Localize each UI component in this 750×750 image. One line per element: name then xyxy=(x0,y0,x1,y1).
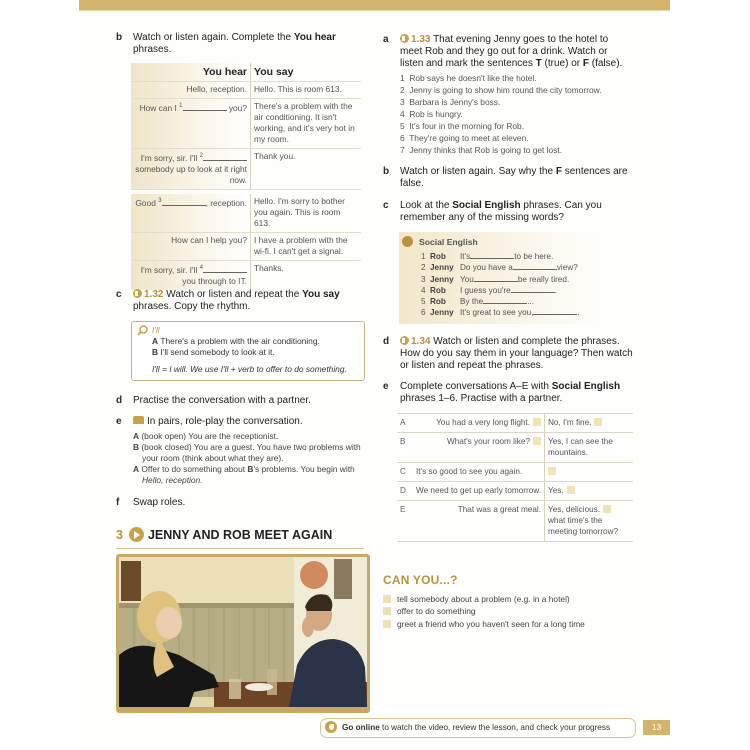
phrase-start: I guess you're xyxy=(460,285,511,295)
can-you-section xyxy=(383,573,633,630)
speaker: A xyxy=(133,464,140,474)
prompt-cell xyxy=(413,463,545,482)
false-label: F xyxy=(582,58,589,69)
social-row xyxy=(421,274,611,285)
row-number: 6 xyxy=(421,308,426,318)
social-row xyxy=(421,285,611,296)
task-left-f xyxy=(116,497,371,509)
item-text: Rob says he doesn't like the hotel. xyxy=(409,73,537,83)
prompt-cell xyxy=(413,414,545,433)
social-row xyxy=(421,262,611,273)
you-hear-cell xyxy=(131,260,251,289)
item-number: 1 xyxy=(400,73,405,83)
task-letter: e xyxy=(383,381,389,392)
track-number: 1.33 xyxy=(411,34,431,45)
roleplay-steps xyxy=(116,431,371,486)
text: you? xyxy=(226,102,247,113)
task-text: phrases. xyxy=(133,44,172,55)
answer-box[interactable] xyxy=(533,418,541,426)
social-row xyxy=(421,307,611,318)
item-number: 6 xyxy=(400,133,405,143)
can-you-list xyxy=(383,593,633,630)
item-number: 7 xyxy=(400,145,405,155)
conversation-row xyxy=(397,433,633,463)
pair-work-icon xyxy=(133,416,144,424)
track-number: 1.32 xyxy=(144,289,164,300)
speaker: Jenny xyxy=(430,308,454,318)
item-text: offer to do something xyxy=(397,606,476,617)
task-left-c xyxy=(116,289,371,313)
task-text: phrases. Can you remember any of the missing words? xyxy=(400,200,602,223)
response-cell xyxy=(545,501,634,542)
social-english-list xyxy=(421,251,611,319)
roleplay-step xyxy=(133,442,371,464)
task-left-d xyxy=(116,395,371,407)
section-number: 3 xyxy=(116,528,123,542)
task-text: Complete conversations A–E with xyxy=(400,381,552,392)
table-row xyxy=(131,194,361,233)
grammar-note: I'll = I will. We use I'll + verb to offer to do something. xyxy=(152,364,347,374)
you-say-cell: Hello. I'm sorry to bother you again. This is room 613. xyxy=(251,194,362,233)
fill-blank[interactable] xyxy=(511,285,555,293)
table-row xyxy=(131,149,361,190)
text: somebody up to look at it right now. xyxy=(135,163,247,185)
text: I'll send somebody to look at it. xyxy=(160,347,275,357)
prompt-text: It's so good to see you again. xyxy=(416,467,523,476)
row-number: 2 xyxy=(421,263,426,273)
prompt-cell xyxy=(413,433,545,463)
text-italic: Hello, reception. xyxy=(142,475,203,485)
task-text: sentences are false. xyxy=(400,166,628,189)
conversation-letter: E xyxy=(397,501,413,542)
gap-number: 2 xyxy=(199,153,203,159)
phrase-end: . xyxy=(554,285,557,295)
video-still-photo[interactable] xyxy=(116,554,370,713)
task-right-e xyxy=(383,381,633,405)
footer-text: to watch the video, review the lesson, and check your progress xyxy=(379,723,611,732)
can-you-item xyxy=(383,618,633,630)
task-right-b xyxy=(383,166,633,190)
you-say-cell: Thanks. xyxy=(254,262,284,273)
speaker: A xyxy=(133,431,140,441)
task-left-b xyxy=(116,32,371,56)
social-english-box xyxy=(399,232,614,324)
can-you-title: CAN YOU...? xyxy=(383,573,458,587)
text: I'm sorry, sir. I'll xyxy=(140,264,200,275)
play-video-icon[interactable] xyxy=(129,527,144,542)
response-text: Yes, delicious. xyxy=(548,505,601,514)
speaker: A xyxy=(152,336,159,346)
phrase-start: Do you have a xyxy=(460,263,513,273)
speaker: Rob xyxy=(430,252,446,261)
grammar-box xyxy=(131,321,365,381)
can-you-item xyxy=(383,605,633,617)
table-row xyxy=(131,99,361,149)
phrase-end: ... xyxy=(527,297,535,307)
text: Good xyxy=(135,197,159,208)
task-letter: b xyxy=(383,166,390,177)
item-text: Rob is hungry. xyxy=(409,109,463,119)
conversation-row xyxy=(397,482,633,501)
roleplay-step xyxy=(133,464,371,486)
magnifier-icon xyxy=(137,325,148,339)
gap-number: 3 xyxy=(158,197,162,204)
fill-blank[interactable] xyxy=(203,265,247,273)
speech-bubble-icon xyxy=(402,236,413,247)
true-label: T xyxy=(535,58,542,69)
cafe-scene-image xyxy=(119,557,367,707)
can-you-item xyxy=(383,593,633,605)
you-hear-cell xyxy=(131,99,251,149)
speaker: Rob xyxy=(430,285,446,295)
task-letter: e xyxy=(116,416,122,427)
you-say-cell: There's a problem with the air conditioning. It isn't working, and it's very hot in my room. xyxy=(251,99,362,149)
item-text: tell somebody about a problem (e.g. in a hotel) xyxy=(397,594,570,604)
checkbox[interactable] xyxy=(383,620,391,628)
list-item xyxy=(400,108,633,120)
task-text: Swap roles. xyxy=(133,497,186,508)
response-text: Yes. xyxy=(548,486,564,495)
social-row xyxy=(421,251,611,262)
audio-icon[interactable] xyxy=(400,336,409,345)
row-number: 3 xyxy=(421,274,426,284)
row-number: 5 xyxy=(421,297,426,307)
go-online-link[interactable]: Go online xyxy=(342,723,380,732)
item-text: Barbara is Jenny's boss. xyxy=(409,97,501,107)
item-text: greet a friend who you haven't seen for a long time xyxy=(397,618,585,629)
task-right-c xyxy=(383,200,633,224)
fill-blank[interactable] xyxy=(483,296,527,304)
item-number: 5 xyxy=(400,121,405,131)
phrase-start: By the xyxy=(460,297,484,307)
list-item xyxy=(400,132,633,144)
prompt-text: What's your room like? xyxy=(446,437,530,446)
checkbox[interactable] xyxy=(383,595,391,603)
prompt-cell xyxy=(413,501,545,542)
phrase-end: be really tired. xyxy=(517,274,570,284)
checkbox[interactable] xyxy=(383,607,391,615)
answer-box[interactable] xyxy=(567,486,575,494)
fill-blank[interactable] xyxy=(162,198,206,206)
answer-box[interactable] xyxy=(548,467,556,475)
task-text: (true) or xyxy=(541,58,583,69)
you-hear-cell: How can I help you? xyxy=(131,232,251,260)
track-number: 1.34 xyxy=(411,336,431,347)
speaker: Jenny xyxy=(430,263,454,273)
roleplay-step xyxy=(133,431,371,442)
task-letter: c xyxy=(116,289,122,300)
you-hear-cell xyxy=(131,194,251,233)
you-hear-you-say-table xyxy=(131,63,361,290)
task-letter: f xyxy=(116,497,120,508)
task-letter: d xyxy=(116,395,123,406)
item-text: Jenny thinks that Rob is going to get lost. xyxy=(409,145,563,155)
task-letter: c xyxy=(383,200,389,211)
task-text: Practise the conversation with a partner. xyxy=(133,395,311,406)
fill-blank[interactable] xyxy=(203,153,247,161)
fill-blank[interactable] xyxy=(533,307,577,315)
answer-box[interactable] xyxy=(533,437,541,445)
grammar-title: I'll xyxy=(152,325,160,335)
you-hear-cell: Hello, reception. xyxy=(131,82,251,99)
fill-blank[interactable] xyxy=(470,251,514,259)
phrase-end: . xyxy=(577,308,580,318)
response-cell xyxy=(545,414,634,433)
phrase-end: view? xyxy=(556,263,578,273)
list-item xyxy=(400,72,633,84)
you-say-cell: I have a problem with the wi-fi. I can't get a signal. xyxy=(251,232,362,260)
speaker: B xyxy=(152,347,159,357)
header-you-hear: You hear xyxy=(131,63,251,82)
speaker: B xyxy=(133,442,140,452)
task-text: That evening Jenny goes to the hotel to meet Rob and they go out for a drink. Watch or listen and mark the sentences xyxy=(400,34,609,69)
task-right-a xyxy=(383,34,633,156)
task-text: phrases. Copy the rhythm. xyxy=(133,301,251,312)
response-text: Yes, I can see the mountains. xyxy=(548,437,613,457)
audio-icon[interactable] xyxy=(400,34,409,43)
list-item xyxy=(400,84,633,96)
section-title: JENNY AND ROB MEET AGAIN xyxy=(147,528,333,542)
task-left-e xyxy=(116,416,371,486)
task-text: Watch or listen and repeat the xyxy=(163,289,303,300)
task-letter: a xyxy=(383,34,389,45)
list-item xyxy=(400,96,633,108)
item-number: 3 xyxy=(400,97,405,107)
response-cell xyxy=(545,482,634,501)
prompt-cell xyxy=(413,482,545,501)
conversation-row xyxy=(397,414,633,433)
prompt-text: We need to get up early tomorrow. xyxy=(416,486,542,495)
response-text: No, I'm fine. xyxy=(548,418,592,427)
table-header-row xyxy=(131,63,361,82)
item-number: 2 xyxy=(400,85,405,95)
prompt-text: You had a very long flight. xyxy=(436,418,530,427)
task-text: Watch or listen again. Complete the xyxy=(133,32,294,43)
audio-icon[interactable] xyxy=(133,289,142,298)
task-text-bold: You hear xyxy=(293,32,336,43)
item-text: Jenny is going to show him round the city tomorrow. xyxy=(409,85,602,95)
conversation-letter: C xyxy=(397,463,413,482)
task-text-bold: Social English xyxy=(551,381,621,392)
grammar-line xyxy=(152,347,275,358)
item-text: It's four in the morning for Rob. xyxy=(409,121,525,131)
top-accent-bar xyxy=(79,0,670,11)
phrase-start: You xyxy=(460,274,474,284)
phrase-end: to be here. xyxy=(514,252,554,261)
task-text: In pairs, role-play the conversation. xyxy=(147,416,303,427)
conversation-row xyxy=(397,501,633,542)
task-text-bold: Social English xyxy=(452,200,521,211)
fill-blank[interactable] xyxy=(183,103,227,111)
true-false-list xyxy=(400,72,633,156)
grammar-line xyxy=(152,336,320,347)
item-text: They're going to meet at eleven. xyxy=(409,133,529,143)
response-cell xyxy=(545,463,634,482)
divider xyxy=(116,548,364,549)
online-icon xyxy=(325,721,337,733)
row-number: 4 xyxy=(421,285,426,295)
task-text-bold: F xyxy=(555,166,562,177)
item-number: 4 xyxy=(400,109,405,119)
table-row xyxy=(131,260,361,289)
text: Offer to do something about xyxy=(141,464,248,474)
task-text: Look at the xyxy=(400,200,453,211)
phrase-start: It's xyxy=(460,252,471,261)
table-row xyxy=(131,232,361,260)
response-cell xyxy=(545,433,634,463)
task-text: Watch or listen again. Say why the xyxy=(400,166,556,177)
social-row xyxy=(421,296,611,307)
conversations-table xyxy=(397,413,633,542)
task-text: phrases 1–6. Practise with a partner. xyxy=(400,393,563,404)
conversation-letter: A xyxy=(397,414,413,433)
section-heading xyxy=(116,527,332,542)
you-say-cell: Hello. This is room 613. xyxy=(251,82,362,99)
text: There's a problem with the air conditioning. xyxy=(160,336,320,346)
gap-number: 1 xyxy=(179,103,183,109)
answer-box[interactable] xyxy=(603,505,611,513)
task-text: (false). xyxy=(588,58,623,69)
speaker: Rob xyxy=(430,297,446,307)
text: , reception. xyxy=(205,197,247,208)
task-right-d xyxy=(383,336,633,372)
social-english-title: Social English xyxy=(419,237,478,247)
prompt-text: That was a great meal. xyxy=(457,505,541,514)
list-item xyxy=(400,120,633,132)
fill-blank[interactable] xyxy=(513,262,557,270)
task-letter: b xyxy=(116,32,123,43)
table-row xyxy=(131,82,361,99)
conversation-row xyxy=(397,463,633,482)
text: How can I xyxy=(139,102,180,113)
speaker: Jenny xyxy=(430,274,454,284)
task-letter: d xyxy=(383,336,390,347)
fill-blank[interactable] xyxy=(474,274,518,282)
response-text: what time's the meeting tomorrow? xyxy=(548,516,619,536)
answer-box[interactable] xyxy=(594,418,602,426)
text: you through to IT. xyxy=(182,275,247,286)
phrase-start: It's great to see you, xyxy=(460,308,534,318)
you-say-cell: Thank you. xyxy=(251,149,362,190)
page-number: 13 xyxy=(643,720,670,735)
text: (book open) You are the receptionist. xyxy=(141,431,279,441)
conversation-letter: B xyxy=(397,433,413,463)
go-online-banner[interactable] xyxy=(320,718,636,738)
list-item xyxy=(400,144,633,156)
text: I'm sorry, sir. I'll xyxy=(140,152,200,163)
you-hear-cell xyxy=(131,149,251,190)
text: 's problems. You begin with xyxy=(253,464,355,474)
text: (book closed) You are a guest. You have two problems with your room (think about what they are). xyxy=(141,442,361,463)
text-bold: B xyxy=(247,464,254,474)
gap-number: 4 xyxy=(199,264,203,271)
header-you-say: You say xyxy=(251,63,362,82)
task-text-bold: You say xyxy=(302,289,340,300)
task-text: Watch or listen and complete the phrases. How do you say them in your language? Then watch or listen and repeat the phrases. xyxy=(400,336,633,371)
row-number: 1 xyxy=(421,252,426,261)
conversation-letter: D xyxy=(397,482,413,501)
